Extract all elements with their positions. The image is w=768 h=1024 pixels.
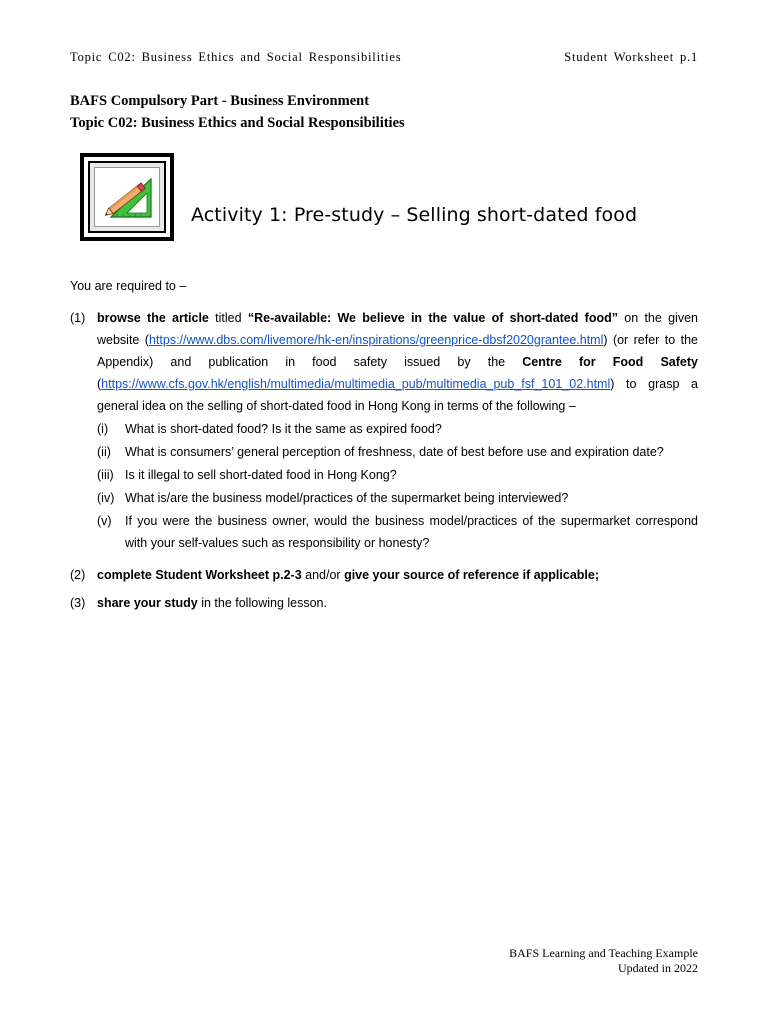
- item-number: (3): [70, 596, 86, 610]
- header-topic: Topic C02: Business Ethics and Social Responsibilities: [70, 50, 402, 64]
- page-header: [70, 50, 698, 68]
- course-title: BAFS Compulsory Part - Business Environment: [70, 93, 370, 109]
- sub-list-item: (ii) What is consumers’ general perception of freshness, date of best before use and expiration date?: [97, 445, 664, 459]
- activity-logo: [80, 153, 174, 241]
- item-number: (2): [70, 568, 86, 582]
- sub-list-item: (iii) Is it illegal to sell short-dated food in Hong Kong?: [97, 468, 397, 482]
- list-item: (1) browse the article titled “Re-available: We believe in the value of short-dated food” on the given website (https://www.dbs.com/livemore/hk-en/inspirations/greenprice-dbsf2020grantee.html) (or refer to the Appendix) and publication in food safety issued by the Centre for Food Safety (https://www.cfs.gov.hk/english/multimedia/multimedia_pub/multimedia_pub_fsf_101_02.html) to grasp a general idea on the selling of short-dated food in Hong Kong in terms of the following – (i) What is short-dated food? Is it the same as expired food? (ii) What is consumers’ general perception of freshness, date of best before use and expiration date? (iii) Is it illegal to sell short-dated food in Hong Kong? (iv) What is/are the business model/practices of the supermarket being interviewed? (v) If you were the business owner, would the business model/practices of the supermarket correspond with your self-values such as responsibility or honesty?: [70, 307, 698, 554]
- activity-title: Activity 1: Pre-study – Selling short-dated food: [191, 204, 638, 226]
- footer-updated: Updated in 2022: [618, 961, 698, 975]
- topic-title: Topic C02: Business Ethics and Social Responsibilities: [70, 115, 405, 131]
- cfs-publication-link[interactable]: https://www.cfs.gov.hk/english/multimedia/multimedia_pub/multimedia_pub_fsf_101_02.html: [101, 377, 611, 391]
- footer-source: BAFS Learning and Teaching Example: [509, 946, 698, 960]
- item-number: (1): [70, 311, 86, 325]
- sub-list-item: (iv) What is/are the business model/practices of the supermarket being interviewed?: [97, 491, 569, 505]
- header-page-label: Student Worksheet p.1: [564, 50, 698, 64]
- dbs-article-link[interactable]: https://www.dbs.com/livemore/hk-en/inspirations/greenprice-dbsf2020grantee.html: [148, 333, 604, 347]
- list-item: (2) complete Student Worksheet p.2-3 and/or give your source of reference if applicable;: [70, 564, 698, 586]
- list-item: (3) share your study in the following lesson.: [70, 592, 698, 614]
- instructions-intro: You are required to –: [70, 279, 187, 293]
- pencil-ruler-icon: [97, 169, 159, 225]
- sub-list-item: (i) What is short-dated food? Is it the same as expired food?: [97, 422, 442, 436]
- page-footer: [509, 946, 698, 976]
- document-titles: [70, 90, 405, 134]
- sub-list-item: (v) If you were the business owner, would the business model/practices of the supermarket correspond with your self-values such as responsibility or honesty?: [97, 514, 698, 550]
